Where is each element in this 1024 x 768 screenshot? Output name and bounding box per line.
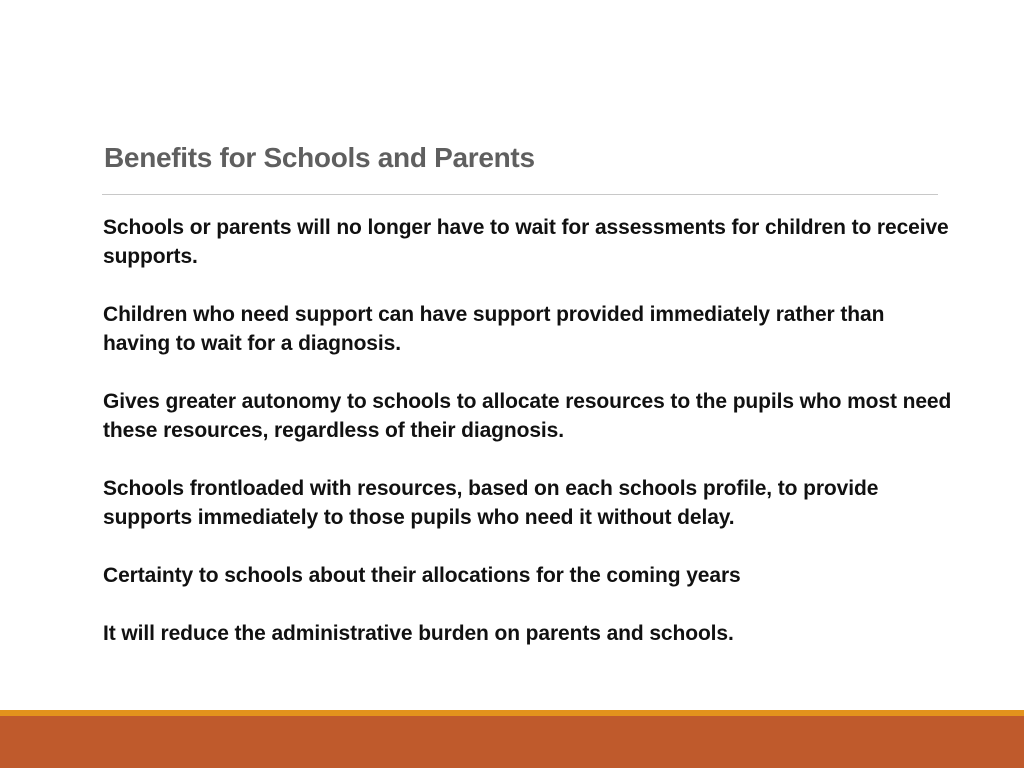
list-item: Schools frontloaded with resources, based on each schools profile, to provide supports immediately to those pupils who need it without delay.	[103, 477, 879, 529]
list-item: It will reduce the administrative burden on parents and schools.	[103, 622, 734, 645]
title-divider	[102, 194, 938, 195]
list-item: Schools or parents will no longer have to wait for assessments for children to receive supports.	[103, 216, 949, 268]
slide-title: Benefits for Schools and Parents	[104, 142, 535, 173]
list-item: Children who need support can have support provided immediately rather than having to wait for a diagnosis.	[103, 303, 885, 355]
list-item: Gives greater autonomy to schools to allocate resources to the pupils who most need these resources, regardless of their diagnosis.	[103, 390, 952, 442]
bullet-list	[103, 213, 953, 677]
list-item: Certainty to schools about their allocations for the coming years	[103, 564, 741, 587]
footer-band	[0, 716, 1024, 768]
